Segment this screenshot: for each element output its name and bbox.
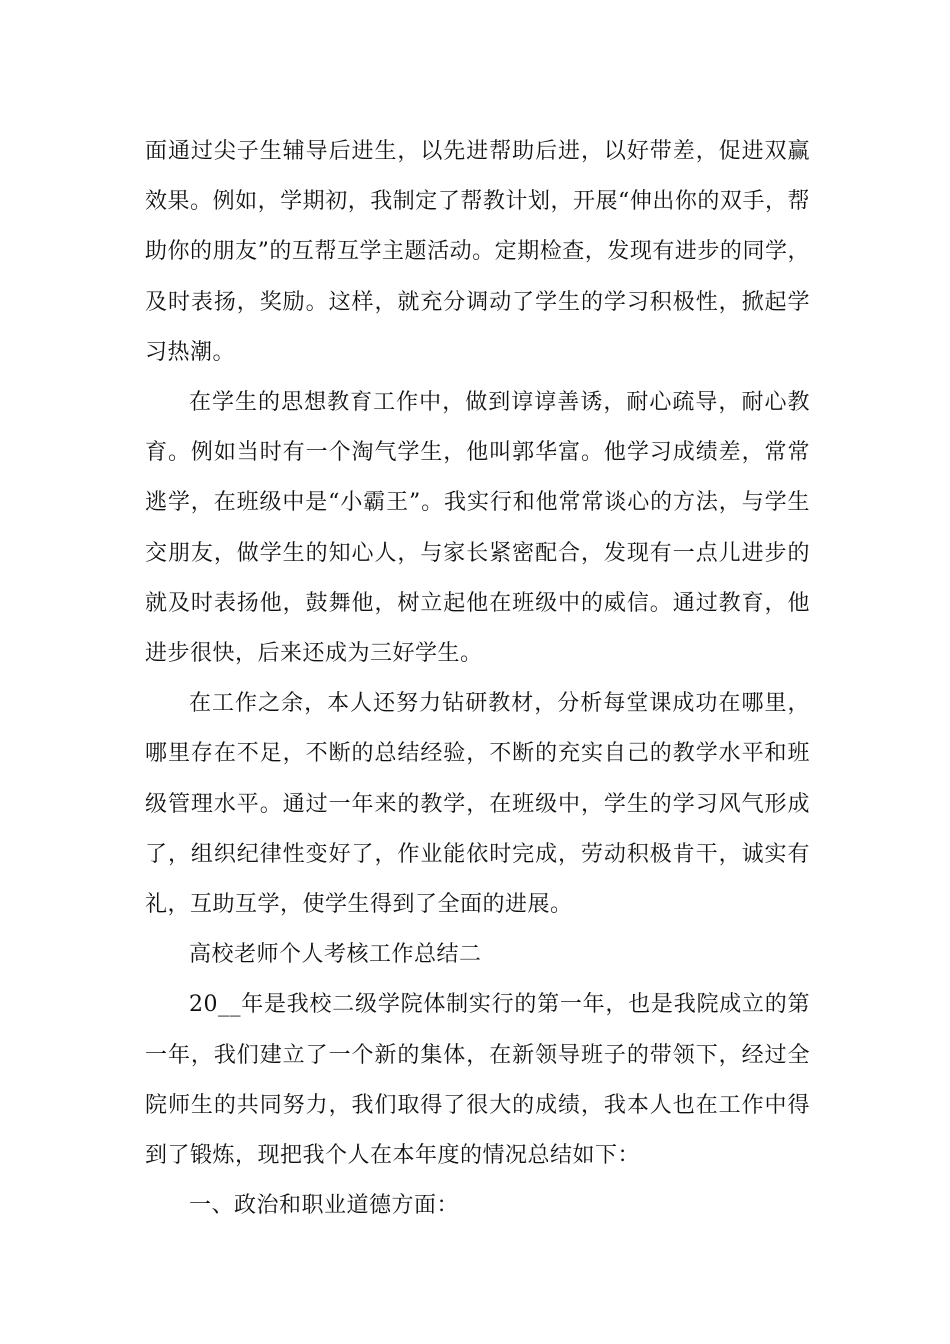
paragraph-ideological-education: 在学生的思想教育工作中，做到谆谆善诱，耐心疏导，耐心教育。例如当时有一个淘气学生，他叫郭华富。他学习成绩差，常常逃学，在班级中是“小霸王”。我实行和他常常谈心的方法，与学生交朋友，做学生的知心人，与家长紧密配合，发现有一点儿进步的就及时表扬他，鼓舞他，树立起他在班级中的威信。通过教育，他进步很快，后来还成为三好学生。 <box>145 390 810 667</box>
paragraph-peer-tutoring: 面通过尖子生辅导后进生，以先进帮助后进，以好带差，促进双赢效果。例如，学期初，我制定了帮教计划，开展“伸出你的双手，帮助你的朋友”的互帮互学主题活动。定期检查，发现有进步的同学，及时表扬，奖励。这样，就充分调动了学生的学习积极性，掀起学习热潮。 <box>145 139 810 365</box>
document-body <box>145 127 810 1231</box>
paragraph-teaching-research: 在工作之余，本人还努力钻研教材，分析每堂课成功在哪里，哪里存在不足，不断的总结经验，不断的充实自己的教学水平和班级管理水平。通过一年来的教学，在班级中，学生的学习风气形成了，组织纪律性变好了，作业能依时完成，劳动积极肯干，诚实有礼，互助互学，使学生得到了全面的进展。 <box>145 691 810 918</box>
paragraph-year-overview: 20__年是我校二级学院体制实行的第一年，也是我院成立的第一年，我们建立了一个新的集体，在新领导班子的带领下，经过全院师生的共同努力，我们取得了很大的成绩，我本人也在工作中得到了锻炼，现把我个人在本年度的情况总结如下： <box>145 992 810 1169</box>
subheading-politics-ethics: 一、政治和职业道德方面： <box>189 1193 460 1219</box>
section-heading-summary-two: 高校老师个人考核工作总结二 <box>189 942 482 968</box>
